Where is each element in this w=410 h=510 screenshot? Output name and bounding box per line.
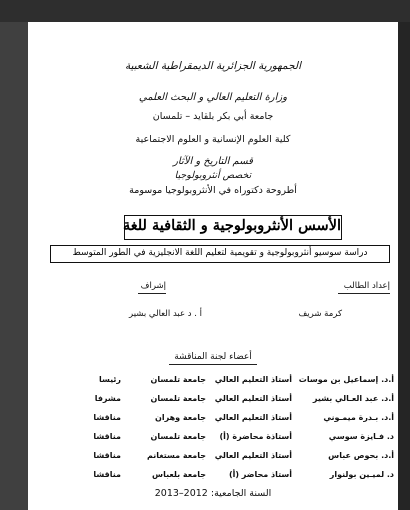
committee-member-rank: أستاذ التعليم العالي — [214, 451, 292, 460]
committee-member-role: مناقشا — [93, 470, 121, 479]
ministry-header: وزارة التعليم العالي و البحث العلمي — [138, 92, 288, 103]
committee-member-name: د. لميـين بولنوار — [329, 470, 394, 479]
committee-row — [28, 375, 398, 389]
faculty-name: كلية العلوم الإنسانية و العلوم الاجتماعية — [135, 134, 291, 145]
committee-row — [28, 394, 398, 408]
committee-member-role: مناقشا — [93, 413, 121, 422]
committee-title-underline — [169, 364, 257, 365]
committee-member-role: مشرفا — [94, 394, 121, 403]
supervision-underline — [138, 293, 166, 294]
republic-header: الجمهورية الجزائرية الديمقراطية الشعبية — [124, 60, 302, 72]
academic-year: السنة الجامعية: 2012–2013 — [154, 488, 272, 499]
thesis-title: الأسس الأنثروبولوجية و الثقافية للغة — [122, 217, 341, 234]
title-box — [124, 215, 342, 240]
committee-member-university: جامعة بلعباس — [152, 470, 206, 479]
committee-member-university: جامعة مستغانم — [146, 451, 206, 460]
committee-member-role: مناقشا — [93, 451, 121, 460]
document-page — [28, 22, 398, 510]
committee-member-rank: أستاذ التعليم العالي — [214, 394, 292, 403]
committee-member-role: رئيسا — [98, 375, 121, 384]
supervision-label: إشراف — [140, 281, 166, 291]
prepared-by-label: إعداد الطالب — [343, 281, 390, 291]
committee-member-university: جامعة تلمسان — [150, 375, 206, 384]
committee-member-university: جامعة وهران — [155, 413, 206, 422]
committee-row — [28, 470, 398, 484]
committee-member-rank: أستاذ التعليم العالي — [214, 375, 292, 384]
committee-member-rank: أستاذ محاضر (أ) — [228, 470, 292, 479]
committee-member-rank: أستاذ التعليم العالي — [214, 413, 292, 422]
committee-member-rank: أستاذة محاضرة (أ) — [219, 432, 292, 441]
committee-member-university: جامعة تلمسان — [150, 432, 206, 441]
student-name: كرمة شريف — [298, 309, 342, 319]
supervisor-name: أ . د عبد العالي بشير — [129, 309, 202, 319]
committee-member-role: مناقشا — [93, 432, 121, 441]
committee-member-name: أ.د. بـدرة ميمـوني — [323, 413, 394, 422]
committee-title: أعضاء لجنة المناقشة — [174, 352, 252, 362]
university-name: جامعة أبي بكر بلقايد – تلمسان — [152, 111, 274, 122]
committee-row — [28, 413, 398, 427]
committee-member-name: أ.د. إسماعيل بن موسات — [298, 375, 394, 384]
thesis-type: أطروحة دكتوراه في الأنثروبولوجيا موسومة — [129, 185, 297, 196]
window-top-strip — [0, 0, 410, 22]
viewer-left-margin — [0, 22, 28, 510]
committee-row — [28, 451, 398, 465]
committee-member-name: د. فـايزة سوسي — [328, 432, 394, 441]
specialty-name: تخصص أنثروبولوجيا — [174, 170, 252, 181]
committee-member-university: جامعة تلمسان — [150, 394, 206, 403]
committee-member-name: أ.د. بحوص عباس — [328, 451, 394, 460]
prepared-by-underline — [338, 293, 390, 294]
department-name: قسم التاريخ و الآثار — [173, 156, 253, 167]
committee-member-name: أ.د. عبد العـالي بشير — [312, 394, 394, 403]
subtitle-box — [50, 245, 390, 263]
committee-row — [28, 432, 398, 446]
thesis-subtitle: دراسة سوسيو أنثروبولوجية و تقويمية لتعليم اللغة الانجليزية في الطور المتوسط — [72, 248, 368, 258]
viewer-right-margin — [398, 22, 410, 510]
